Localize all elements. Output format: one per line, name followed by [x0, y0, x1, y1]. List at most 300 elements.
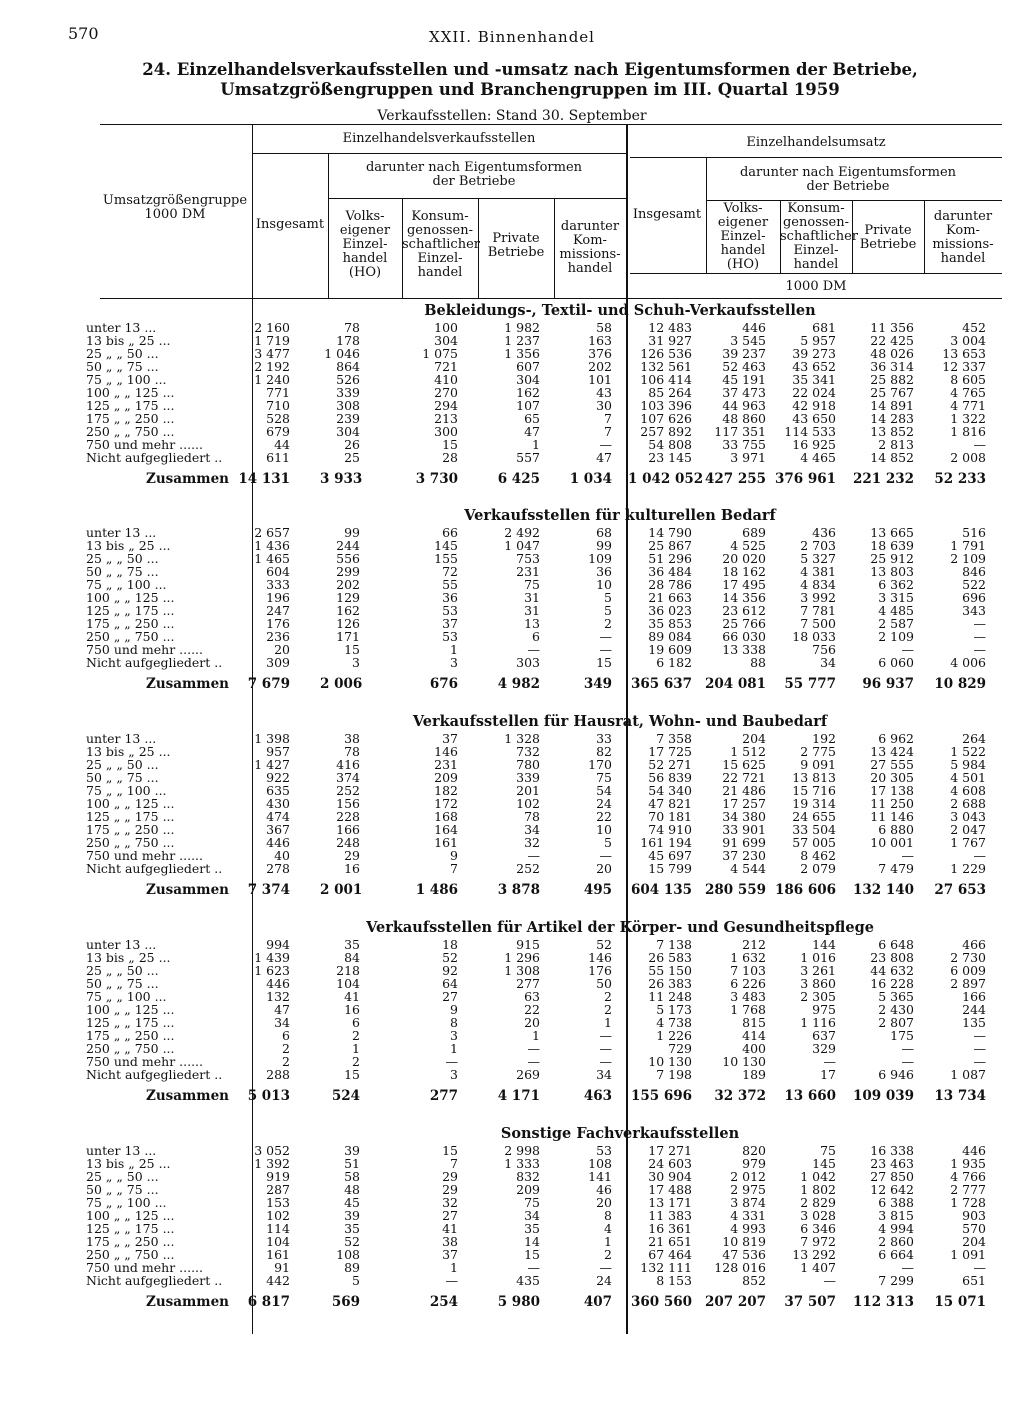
title-line-1: 24. Einzelhandelsverkaufsstellen und -umsatz nach Eigentumsformen der Betriebe, [142, 60, 918, 79]
cell: 12 642 [870, 1182, 914, 1197]
row-label: 25 „ „ 50 ... [86, 757, 159, 772]
cell: 13 653 [942, 346, 986, 361]
cell: 2 [352, 1028, 360, 1043]
row-label: 100 „ „ 125 ... [86, 385, 175, 400]
cell: 6 946 [878, 1067, 914, 1082]
cell: 4 485 [878, 603, 914, 618]
cell: 22 024 [792, 385, 836, 400]
row-label: 125 „ „ 175 ... [86, 603, 175, 618]
cell: 202 [588, 359, 612, 374]
total-row [0, 883, 1024, 898]
row-label: 125 „ „ 175 ... [86, 398, 175, 413]
cell: 88 [750, 655, 766, 670]
section-title: Verkaufsstellen für kulturellen Bedarf [464, 507, 776, 524]
row-label: 750 und mehr ...... [86, 437, 203, 452]
col-konsum-1: Konsum- genossen- schaftlicher Einzel- handel [402, 209, 480, 280]
cell: 287 [266, 1182, 290, 1197]
cell: 1 791 [950, 538, 986, 553]
cell: 13 292 [792, 1247, 836, 1262]
cell: 12 337 [942, 359, 986, 374]
cell: 1 [532, 1028, 540, 1043]
cell: — [901, 848, 914, 863]
cell: 1 [604, 1234, 612, 1249]
cell: 35 341 [792, 372, 836, 387]
total-cell: 1 034 [569, 471, 612, 487]
total-cell: 1 486 [415, 882, 458, 898]
cell: 34 [596, 1067, 612, 1082]
cell: 14 356 [722, 590, 766, 605]
cell: 11 248 [648, 989, 692, 1004]
cell: 5 957 [800, 333, 836, 348]
cell: 24 [596, 1273, 612, 1288]
cell: — [973, 642, 986, 657]
cell: 2 109 [878, 629, 914, 644]
cell: 44 963 [722, 398, 766, 413]
cell: 7 138 [656, 937, 692, 952]
cell: 864 [336, 359, 360, 374]
cell: 65 [524, 411, 540, 426]
row-label: 750 und mehr ...... [86, 848, 203, 863]
row-label: 13 bis „ 25 ... [86, 950, 171, 965]
cell: 52 271 [648, 757, 692, 772]
cell: 16 [344, 1002, 360, 1017]
cell: 607 [516, 359, 540, 374]
cell: 367 [266, 822, 290, 837]
cell: 38 [344, 731, 360, 746]
cell: 1 046 [324, 346, 360, 361]
cell: 528 [266, 411, 290, 426]
cell: 7 479 [878, 861, 914, 876]
cell: 1 512 [730, 744, 766, 759]
row-label: 75 „ „ 100 ... [86, 1195, 167, 1210]
cell: 729 [668, 1041, 692, 1056]
cell: 78 [344, 320, 360, 335]
cell: 39 237 [722, 346, 766, 361]
total-cell: 1 042 052 [628, 471, 704, 487]
cell: 37 [442, 1247, 458, 1262]
cell: 89 084 [648, 629, 692, 644]
table-row [0, 656, 1024, 669]
cell: 34 380 [722, 809, 766, 824]
cell: 166 [336, 822, 360, 837]
cell: 45 [344, 1195, 360, 1210]
cell: 1 240 [254, 372, 290, 387]
table-title [130, 60, 930, 100]
col-insgesamt-2: Insgesamt [632, 207, 702, 222]
cell: 22 721 [722, 770, 766, 785]
cell: 11 250 [870, 796, 914, 811]
cell: 5 [604, 603, 612, 618]
cell: 23 612 [722, 603, 766, 618]
cell: 15 [344, 1067, 360, 1082]
cell: 2 657 [254, 525, 290, 540]
cell: 70 181 [648, 809, 692, 824]
cell: 13 338 [722, 642, 766, 657]
cell: — [901, 642, 914, 657]
total-cell: 569 [331, 1294, 360, 1310]
row-label: Nicht aufgegliedert .. [86, 1067, 223, 1082]
cell: 17 138 [870, 783, 914, 798]
cell: 376 [588, 346, 612, 361]
cell: 48 860 [722, 411, 766, 426]
cell: 35 [524, 1221, 540, 1236]
cell: — [599, 1028, 612, 1043]
cell: 269 [516, 1067, 540, 1082]
cell: 89 [344, 1260, 360, 1275]
cell: 14 790 [648, 525, 692, 540]
cell: 104 [336, 976, 360, 991]
cell: — [823, 1054, 836, 1069]
cell: 19 314 [792, 796, 836, 811]
total-row [0, 677, 1024, 692]
cell: 19 609 [648, 642, 692, 657]
cell: 2 730 [950, 950, 986, 965]
cell: 4 766 [950, 1169, 986, 1184]
row-label: 75 „ „ 100 ... [86, 577, 167, 592]
cell: 2 012 [730, 1169, 766, 1184]
subgroup-header-1: darunter nach Eigentumsformen der Betriebe [365, 160, 583, 189]
header-top-rule [100, 124, 1002, 125]
cell: 10 [596, 822, 612, 837]
cell: 201 [516, 783, 540, 798]
cell: 17 725 [648, 744, 692, 759]
row-label: Nicht aufgegliedert .. [86, 1273, 223, 1288]
total-cell: 6 817 [247, 1294, 290, 1310]
cell: 48 026 [870, 346, 914, 361]
row-label: 50 „ „ 75 ... [86, 770, 159, 785]
cell: 4 331 [730, 1208, 766, 1223]
cell: 7 299 [878, 1273, 914, 1288]
cell: 109 [588, 551, 612, 566]
row-label: 75 „ „ 100 ... [86, 783, 167, 798]
cell: 15 799 [648, 861, 692, 876]
cell: 264 [962, 731, 986, 746]
cell: 236 [266, 629, 290, 644]
cell: 162 [336, 603, 360, 618]
cell: 15 [524, 1247, 540, 1262]
total-cell: 277 [429, 1088, 458, 1104]
cell: 26 383 [648, 976, 692, 991]
cell: 17 271 [648, 1143, 692, 1158]
table-row [0, 451, 1024, 464]
cell: 36 314 [870, 359, 914, 374]
row-label: 125 „ „ 175 ... [86, 1015, 175, 1030]
total-cell: 407 [583, 1294, 612, 1310]
total-cell: 2 001 [320, 882, 363, 898]
cell: 436 [812, 525, 836, 540]
cell: — [973, 1041, 986, 1056]
cell: 228 [336, 809, 360, 824]
cell: 516 [962, 525, 986, 540]
cell: 47 [274, 1002, 290, 1017]
cell: 3 028 [800, 1208, 836, 1223]
cell: 104 [266, 1234, 290, 1249]
total-cell: 7 374 [247, 882, 290, 898]
cell: 2 860 [878, 1234, 914, 1249]
cell: 132 561 [640, 359, 692, 374]
cell: 2 [352, 1054, 360, 1069]
cell: 78 [524, 809, 540, 824]
row-label: unter 13 ... [86, 1143, 157, 1158]
cell: 16 925 [792, 437, 836, 452]
cell: 13 [524, 616, 540, 631]
cell: 37 473 [722, 385, 766, 400]
cell: 6 060 [878, 655, 914, 670]
cell: 7 [450, 1156, 458, 1171]
row-label: 750 und mehr ...... [86, 1054, 203, 1069]
cell: 2 813 [878, 437, 914, 452]
cell: 25 882 [870, 372, 914, 387]
cell: 780 [516, 757, 540, 772]
cell: 2 430 [878, 1002, 914, 1017]
cell: 3 315 [878, 590, 914, 605]
cell: 33 901 [722, 822, 766, 837]
cell: 11 383 [648, 1208, 692, 1223]
cell: 756 [812, 642, 836, 657]
cell: 7 [450, 861, 458, 876]
row-label: 175 „ „ 250 ... [86, 1028, 175, 1043]
cell: 6 [352, 1015, 360, 1030]
cell: 1 768 [730, 1002, 766, 1017]
cell: 5 984 [950, 757, 986, 772]
total-cell: 2 006 [320, 676, 363, 692]
section-title: Verkaufsstellen für Hausrat, Wohn- und Baubedarf [412, 713, 828, 730]
total-label: Zusammen [146, 471, 229, 487]
cell: 28 786 [648, 577, 692, 592]
cell: 26 583 [648, 950, 692, 965]
cell: 1 333 [504, 1156, 540, 1171]
cell: 91 699 [722, 835, 766, 850]
cell: 31 [524, 603, 540, 618]
row-label: 25 „ „ 50 ... [86, 551, 159, 566]
cell: 16 228 [870, 976, 914, 991]
cell: 329 [812, 1041, 836, 1056]
cell: 9 [450, 848, 458, 863]
cell: 40 [274, 848, 290, 863]
cell: 244 [336, 538, 360, 553]
total-cell: 32 372 [714, 1088, 766, 1104]
cell: 903 [962, 1208, 986, 1223]
section-title: Bekleidungs-, Textil- und Schuh-Verkaufsstellen [424, 302, 816, 319]
cell: 3 [352, 655, 360, 670]
cell: 288 [266, 1067, 290, 1082]
cell: 446 [266, 976, 290, 991]
cell: 1 816 [950, 424, 986, 439]
total-cell: 55 777 [784, 676, 836, 692]
cell: — [599, 437, 612, 452]
cell: 51 [344, 1156, 360, 1171]
cell: 204 [962, 1234, 986, 1249]
cell: 153 [266, 1195, 290, 1210]
row-label: 250 „ „ 750 ... [86, 629, 175, 644]
cell: 6 962 [878, 731, 914, 746]
cell: 4 525 [730, 538, 766, 553]
cell: 41 [344, 989, 360, 1004]
cell: 689 [742, 525, 766, 540]
cell: — [973, 437, 986, 452]
cell: 34 [820, 655, 836, 670]
row-label: 250 „ „ 750 ... [86, 424, 175, 439]
total-label: Zusammen [146, 882, 229, 898]
cell: 25 [344, 450, 360, 465]
total-cell: 4 171 [497, 1088, 540, 1104]
cell: 44 [274, 437, 290, 452]
cell: 39 273 [792, 346, 836, 361]
col-volks-2: Volks- eigener Einzel- handel (HO) [717, 201, 769, 272]
total-cell: 7 679 [247, 676, 290, 692]
cell: 239 [336, 411, 360, 426]
cell: 446 [742, 320, 766, 335]
cell: 36 [442, 590, 458, 605]
cell: 1 087 [950, 1067, 986, 1082]
cell: 82 [596, 744, 612, 759]
cell: 2 047 [950, 822, 986, 837]
stub-header: Umsatzgrößengruppe 1000 DM [102, 193, 248, 222]
total-cell: 4 982 [497, 676, 540, 692]
cell: 635 [266, 783, 290, 798]
cell: 52 [596, 937, 612, 952]
cell: 10 001 [870, 835, 914, 850]
cell: 42 918 [792, 398, 836, 413]
cell: 36 [596, 564, 612, 579]
cell: 25 867 [648, 538, 692, 553]
cell: 526 [336, 372, 360, 387]
total-cell: 96 937 [862, 676, 914, 692]
cell: 7 500 [800, 616, 836, 631]
cell: 47 821 [648, 796, 692, 811]
cell: 32 [524, 835, 540, 850]
row-label: 125 „ „ 175 ... [86, 1221, 175, 1236]
cell: 37 [442, 616, 458, 631]
cell: 99 [596, 538, 612, 553]
cell: 171 [336, 629, 360, 644]
cell: 13 852 [870, 424, 914, 439]
cell: 170 [588, 757, 612, 772]
cell: 56 839 [648, 770, 692, 785]
cell: 2 688 [950, 796, 986, 811]
row-label: 175 „ „ 250 ... [86, 822, 175, 837]
cell: 4 765 [950, 385, 986, 400]
cell: 55 150 [648, 963, 692, 978]
cell: — [973, 629, 986, 644]
cell: 34 [524, 822, 540, 837]
cell: 231 [516, 564, 540, 579]
row-label: 125 „ „ 175 ... [86, 809, 175, 824]
cell: 161 194 [640, 835, 692, 850]
cell: 820 [742, 1143, 766, 1158]
row-label: 100 „ „ 125 ... [86, 1002, 175, 1017]
cell: 1 728 [950, 1195, 986, 1210]
cell: 52 [344, 1234, 360, 1249]
cell: 161 [266, 1247, 290, 1262]
cell: 47 [596, 450, 612, 465]
cell: 128 016 [714, 1260, 766, 1275]
cell: 204 [742, 731, 766, 746]
cell: 2 [604, 1247, 612, 1262]
cell: 446 [266, 835, 290, 850]
cell: 52 463 [722, 359, 766, 374]
cell: 1 398 [254, 731, 290, 746]
cell: 1 935 [950, 1156, 986, 1171]
cell: 141 [588, 1169, 612, 1184]
cell: 846 [962, 564, 986, 579]
cell: 17 257 [722, 796, 766, 811]
cell: 10 130 [722, 1054, 766, 1069]
header-rule [328, 198, 626, 199]
cell: — [527, 1054, 540, 1069]
cell: 107 [516, 398, 540, 413]
cell: 3 [450, 1028, 458, 1043]
cell: 4 465 [800, 450, 836, 465]
group-header-verkaufsstellen: Einzelhandelsverkaufsstellen [342, 131, 536, 146]
cell: 20 [596, 861, 612, 876]
total-cell: 349 [583, 676, 612, 692]
cell: 299 [336, 564, 360, 579]
cell: 1 [450, 1260, 458, 1275]
total-cell: 112 313 [852, 1294, 914, 1310]
header-rule [630, 273, 1002, 274]
cell: 36 484 [648, 564, 692, 579]
cell: 771 [266, 385, 290, 400]
cell: 47 [524, 424, 540, 439]
row-label: unter 13 ... [86, 525, 157, 540]
cell: 2 777 [950, 1182, 986, 1197]
cell: 107 626 [640, 411, 692, 426]
cell: 11 356 [870, 320, 914, 335]
cell: 248 [336, 835, 360, 850]
cell: 6 [282, 1028, 290, 1043]
cell: 3 545 [730, 333, 766, 348]
cell: 178 [336, 333, 360, 348]
cell: 25 912 [870, 551, 914, 566]
cell: 11 146 [870, 809, 914, 824]
total-cell: 155 696 [630, 1088, 692, 1104]
cell: 126 [336, 616, 360, 631]
cell: 6 182 [656, 655, 692, 670]
cell: 75 [524, 1195, 540, 1210]
cell: 1 392 [254, 1156, 290, 1171]
cell: 10 130 [648, 1054, 692, 1069]
col-insgesamt-1: Insgesamt [255, 217, 325, 232]
cell: 213 [434, 411, 458, 426]
cell: 2 492 [504, 525, 540, 540]
cell: 7 781 [800, 603, 836, 618]
cell: 75 [524, 577, 540, 592]
cell: 102 [516, 796, 540, 811]
cell: 15 716 [792, 783, 836, 798]
cell: 1 229 [950, 861, 986, 876]
cell: 13 665 [870, 525, 914, 540]
total-cell: 5 980 [497, 1294, 540, 1310]
cell: 15 [596, 655, 612, 670]
cell: 6 [532, 629, 540, 644]
cell: 25 766 [722, 616, 766, 631]
total-row [0, 472, 1024, 487]
cell: 38 [442, 1234, 458, 1249]
cell: 36 023 [648, 603, 692, 618]
row-label: Nicht aufgegliedert .. [86, 655, 223, 670]
cell: 570 [962, 1221, 986, 1236]
cell: 15 [442, 437, 458, 452]
total-cell: 280 559 [704, 882, 766, 898]
cell: 270 [434, 385, 458, 400]
cell: 8 [450, 1015, 458, 1030]
cell: 8 605 [950, 372, 986, 387]
column-rule [706, 157, 707, 273]
cell: 34 [274, 1015, 290, 1030]
cell: — [445, 1054, 458, 1069]
cell: 2 975 [730, 1182, 766, 1197]
